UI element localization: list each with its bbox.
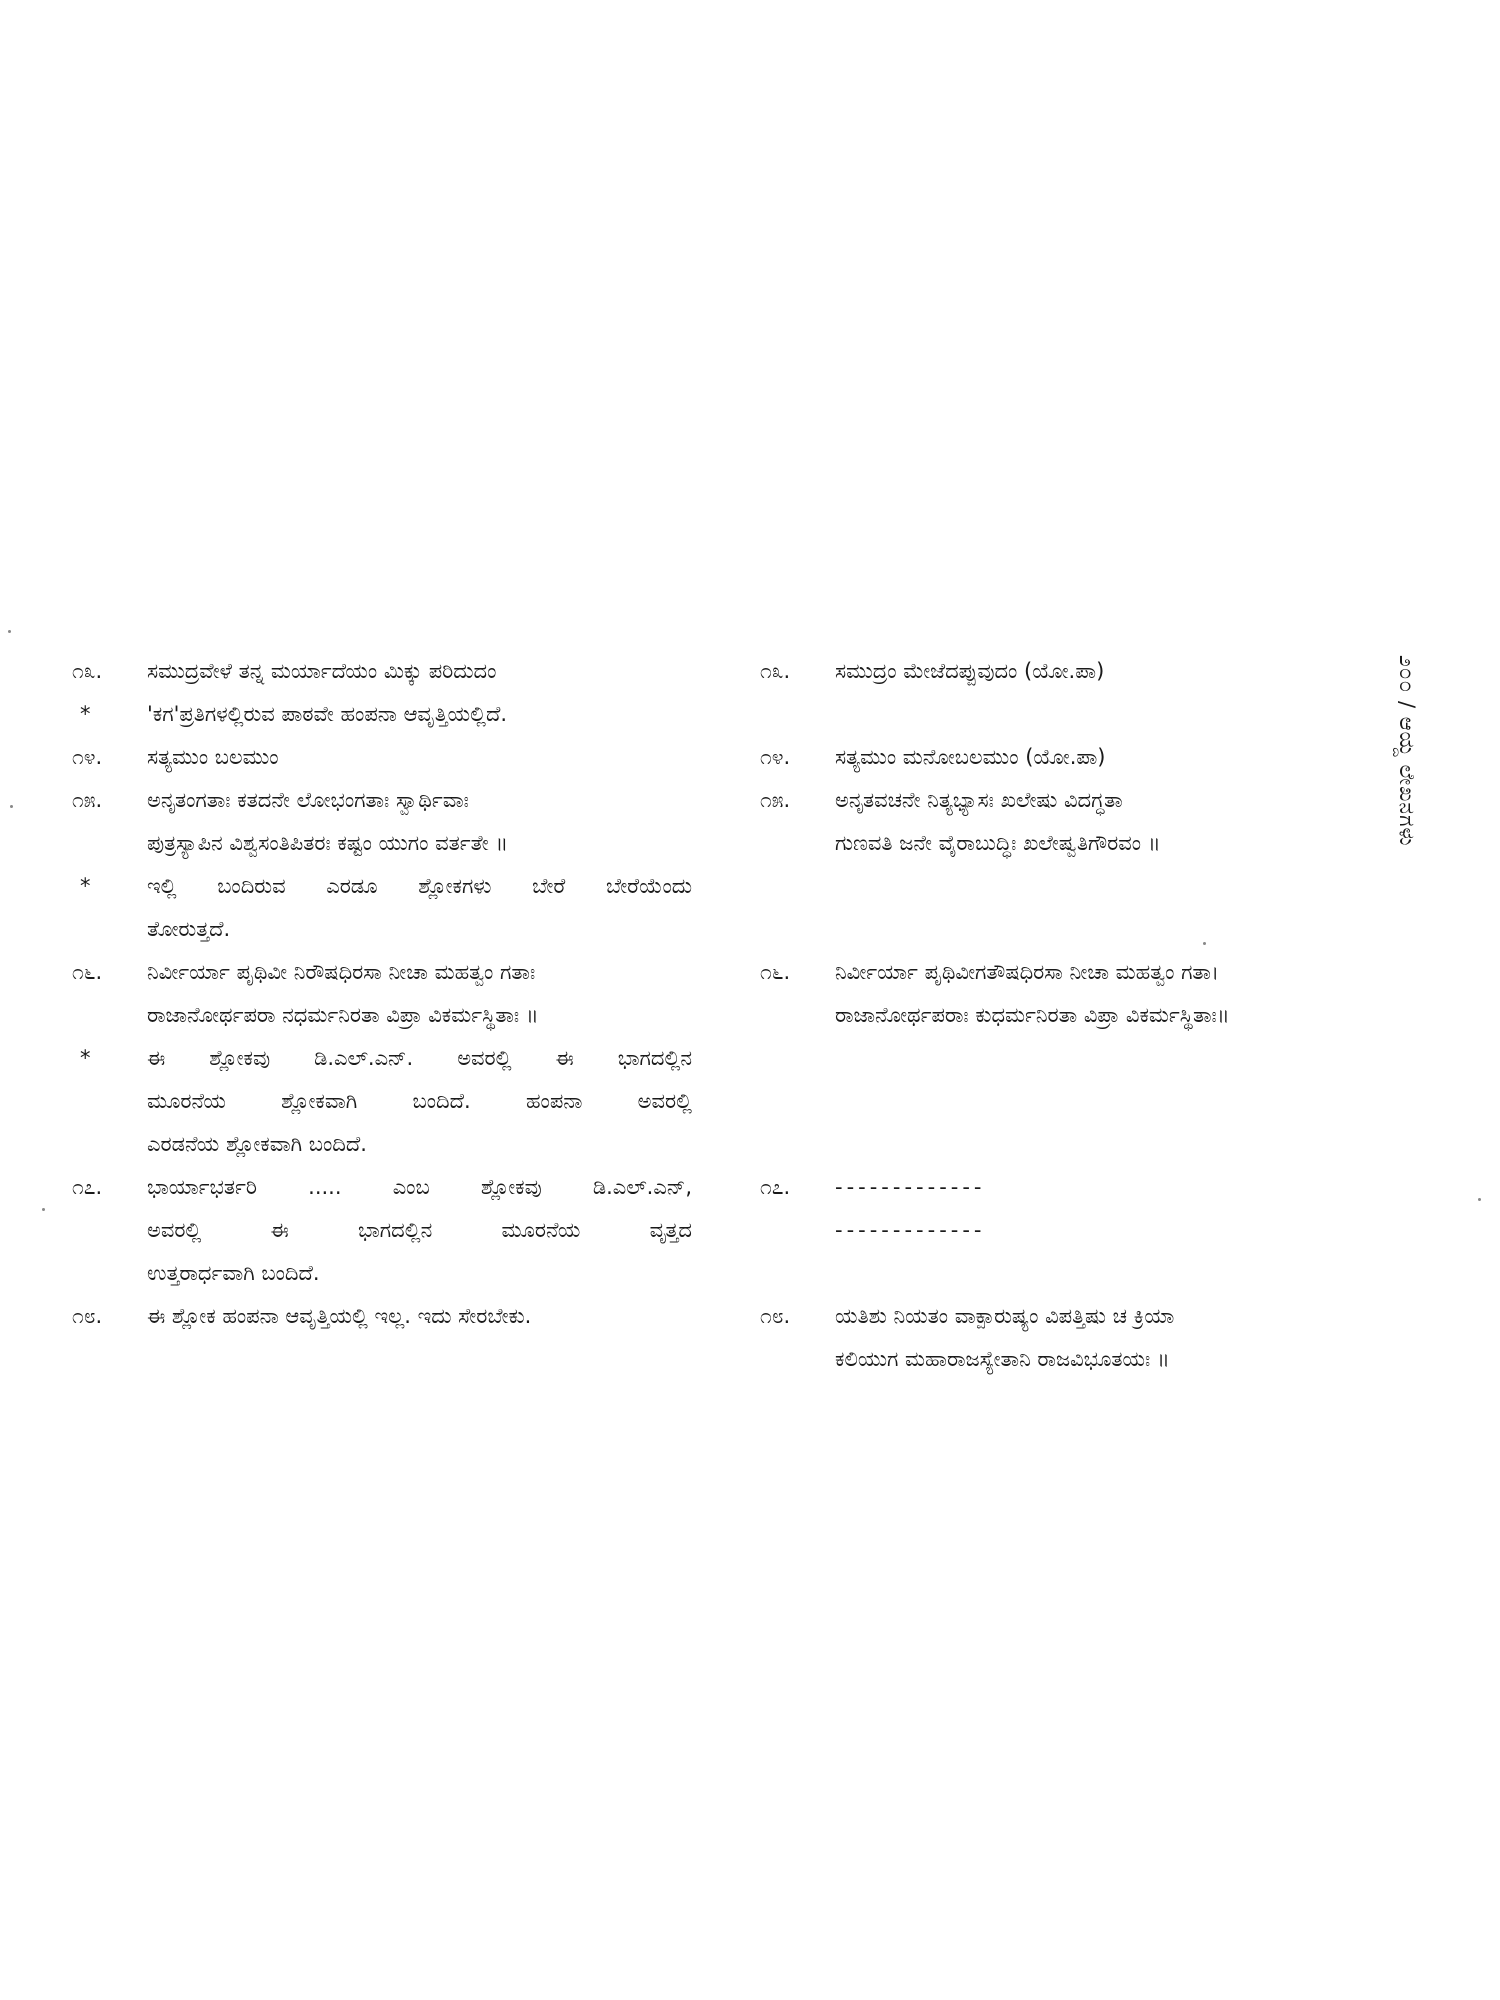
note-marker: ೧೪.: [72, 745, 103, 769]
reading-line: ಸತ್ಯಮುಂ ಮನೋಬಲಮುಂ (ಯೋ.ಪಾ): [835, 745, 1106, 769]
right-readings-column: [760, 650, 1400, 1381]
note-line: ಅವರಲ್ಲಿ ಈ ಭಾಗದಲ್ಲಿನ ಮೂರನೆಯ ವೃತ್ತದ: [147, 1218, 692, 1242]
note-entry: [72, 865, 692, 951]
note-marker: *: [80, 702, 91, 726]
reading-marker: ೧೭.: [760, 1175, 791, 1199]
note-line: ಮೂರನೆಯ ಶ್ಲೋಕವಾಗಿ ಬಂದಿದೆ. ಹಂಪನಾ ಅವರಲ್ಲಿ: [147, 1089, 692, 1113]
note-line: ಈ ಶ್ಲೋಕವು ಡಿ.ಎಲ್.ಎನ್. ಅವರಲ್ಲಿ ಈ ಭಾಗದಲ್ಲಿನ: [147, 1046, 692, 1070]
reading-line: ಸಮುದ್ರಂ ಮೇಜೆದಪ್ಪುವುದಂ (ಯೋ.ಪಾ): [835, 659, 1105, 683]
note-marker: ೧೬.: [72, 960, 103, 984]
note-line: ಸತ್ಯಮುಂ ಬಲಮುಂ: [147, 745, 279, 769]
reading-entry: [760, 650, 1400, 693]
note-marker: ೧೮.: [72, 1304, 103, 1328]
note-marker: ೧೫.: [72, 788, 103, 812]
scan-speck: [8, 630, 11, 633]
reading-line: ನಿರ್ವೀರ್ಯಾ ಪೃಥಿವೀಗತೌಷಧಿರಸಾ ನೀಚಾ ಮಹತ್ವಂ ಗತಾ।: [835, 960, 1219, 984]
scan-speck: [42, 1208, 45, 1211]
note-line: ಪುತ್ರಸ್ಯಾಪಿನ ವಿಶ್ವಸಂತಿಪಿತರಃ ಕಷ್ಟಂ ಯುಗಂ ವರ್ತತೇ ॥: [147, 831, 509, 855]
reading-line: ರಾಜಾನೋರ್ಥಪರಾಃ ಕುಧರ್ಮನಿರತಾ ವಿಪ್ರಾ ವಿಕರ್ಮಸ್ಥಿತಾಃ॥: [835, 1003, 1230, 1027]
note-line: ಅನೃತಂಗತಾಃ ಕತದನೇ ಲೋಭಂಗತಾಃ ಸ್ವಾರ್ಥಿವಾಃ: [147, 788, 469, 812]
reading-line: -------------: [835, 1175, 986, 1199]
reading-entry: [760, 951, 1400, 1037]
running-head: ೨೦೦ / ಆಯ್ದ ಲೇಖನಗಳು: [1395, 655, 1419, 847]
note-marker: ೧೭.: [72, 1175, 103, 1199]
note-marker: *: [80, 874, 91, 898]
note-line: ಈ ಶ್ಲೋಕ ಹಂಪನಾ ಆವೃತ್ತಿಯಲ್ಲಿ ಇಲ್ಲ. ಇದು ಸೇರಬೇಕು.: [147, 1304, 532, 1328]
reading-marker: ೧೮.: [760, 1304, 791, 1328]
note-line: ರಾಜಾನೋರ್ಥಪರಾ ನಧರ್ಮನಿರತಾ ವಿಪ್ರಾ ವಿಕರ್ಮಸ್ಥಿತಾಃ ॥: [147, 1003, 539, 1027]
reading-line: ಕಲಿಯುಗ ಮಹಾರಾಜಸ್ಯೇತಾನಿ ರಾಜವಿಭೂತಯಃ ॥: [835, 1347, 1170, 1371]
note-entry: [72, 779, 692, 865]
note-line: ತೋರುತ್ತದೆ.: [147, 917, 231, 941]
scan-speck: [1203, 942, 1206, 945]
reading-marker: ೧೫.: [760, 788, 791, 812]
reading-marker: ೧೬.: [760, 960, 791, 984]
note-entry: [72, 736, 692, 779]
scan-speck: [10, 805, 13, 808]
note-line: ಎರಡನೆಯ ಶ್ಲೋಕವಾಗಿ ಬಂದಿದೆ.: [147, 1132, 367, 1156]
note-line: ಭಾರ್ಯಾಭರ್ತರಿ ..... ಎಂಬ ಶ್ಲೋಕವು ಡಿ.ಎಲ್.ಎನ್,: [147, 1175, 692, 1199]
note-line: ನಿರ್ವೀರ್ಯಾ ಪೃಥಿವೀ ನಿರೌಷಧಿರಸಾ ನೀಚಾ ಮಹತ್ವಂ ಗತಾಃ: [147, 960, 536, 984]
reading-entry: [760, 1295, 1400, 1381]
reading-marker: ೧೪.: [760, 745, 791, 769]
note-entry: [72, 1166, 692, 1295]
reading-marker: ೧೩.: [760, 659, 791, 683]
note-entry: [72, 1037, 692, 1166]
reading-entry: [760, 736, 1400, 779]
reading-line: ಅನೃತವಚನೇ ನಿತ್ಯಭ್ಯಾಸಃ ಖಲೇಷು ವಿದಗ್ಧತಾ: [835, 788, 1123, 812]
note-entry: [72, 951, 692, 1037]
note-entry: [72, 693, 692, 736]
reading-line: ಗುಣವತಿ ಜನೇ ವೈರಾಬುದ್ಧಿಃ ಖಲೇಷ್ವತಿಗೌರವಂ ॥: [835, 831, 1161, 855]
note-marker: ೧೩.: [72, 659, 103, 683]
scan-speck: [1478, 1198, 1481, 1201]
note-line: 'ಕಗ'ಪ್ರತಿಗಳಲ್ಲಿರುವ ಪಾಠವೇ ಹಂಪನಾ ಆವೃತ್ತಿಯಲ್ಲಿದೆ.: [147, 702, 508, 726]
reading-entry: [760, 1166, 1400, 1252]
note-marker: *: [80, 1046, 91, 1070]
note-entry: [72, 650, 692, 693]
note-line: ಉತ್ತರಾರ್ಧವಾಗಿ ಬಂದಿದೆ.: [147, 1261, 320, 1285]
reading-entry: [760, 779, 1400, 865]
note-line: ಇಲ್ಲಿ ಬಂದಿರುವ ಎರಡೂ ಶ್ಲೋಕಗಳು ಬೇರೆ ಬೇರೆಯೆಂದು: [147, 874, 692, 898]
note-entry: [72, 1295, 692, 1338]
reading-line: -------------: [835, 1218, 986, 1242]
note-line: ಸಮುದ್ರವೇಳೆ ತನ್ನ ಮರ್ಯಾದೆಯಂ ಮಿಕ್ಕು ಪರಿದುದಂ: [147, 659, 497, 683]
left-notes-column: [72, 650, 692, 1338]
reading-line: ಯತಿಶು ನಿಯತಂ ವಾಕ್ಪಾರುಷ್ಯಂ ವಿಪತ್ತಿಷು ಚ ಕ್ರಿಯಾ: [835, 1304, 1175, 1328]
